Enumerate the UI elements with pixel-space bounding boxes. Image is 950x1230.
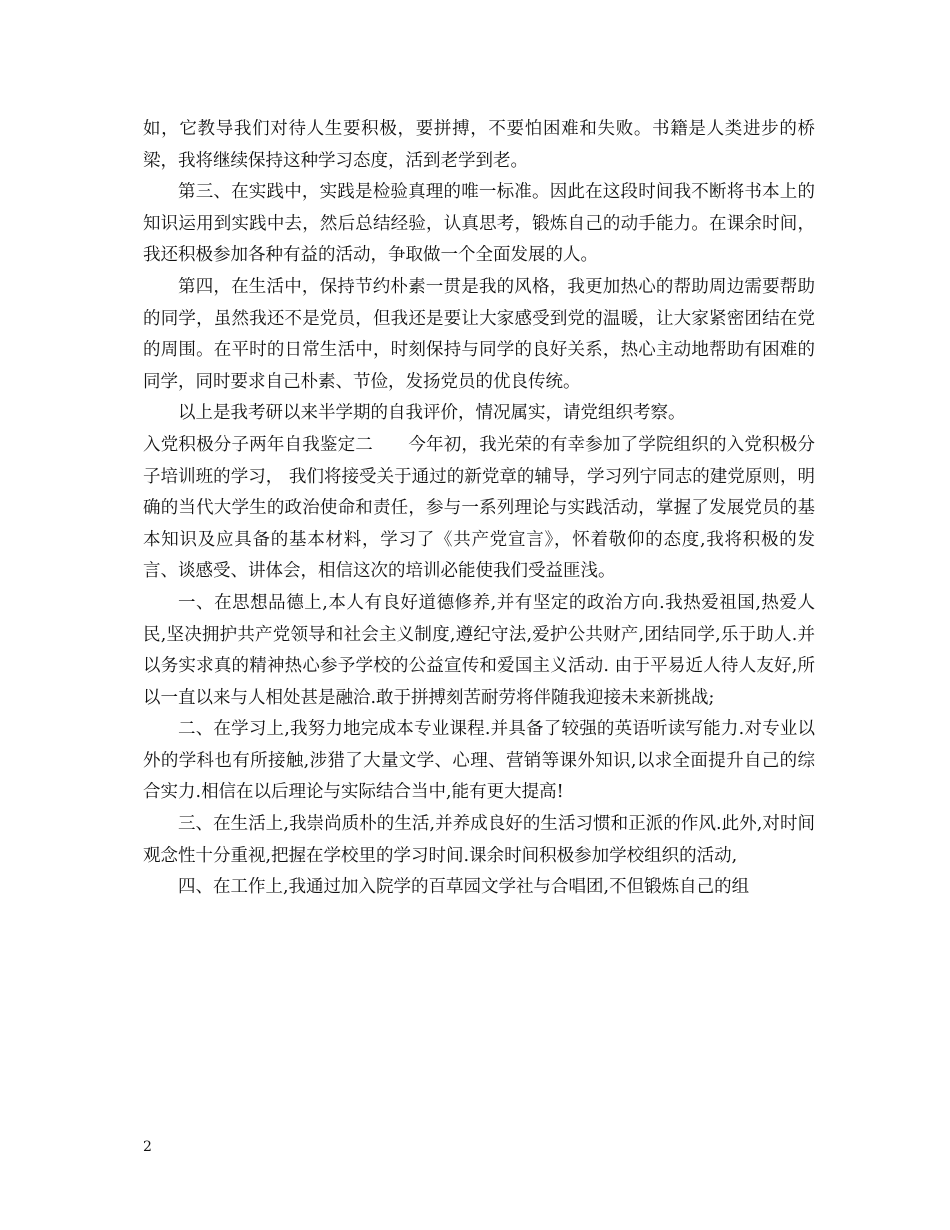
paragraph: 如，它教导我们对待人生要积极，要拼搏，不要怕困难和失败。书籍是人类进步的桥梁，我将继续保持这种学习态度，活到老学到老。 [143,119,815,171]
document-body [143,114,815,904]
paragraph: 第三、在实践中，实践是检验真理的唯一标准。因此在这段时间我不断将书本上的知识运用到实践中去，然后总结经验，认真思考，锻炼自己的动手能力。在课余时间，我还积极参加各种有益的活动，争取做一个全面发展的人。 [143,182,815,266]
paragraph: 第四，在生活中，保持节约朴素一贯是我的风格，我更加热心的帮助周边需要帮助的同学，虽然我还不是党员，但我还是要让大家感受到党的温暖，让大家紧密团结在党的周围。在平时的日常生活中，时刻保持与同学的良好关系，热心主动地帮助有困难的同学，同时要求自己朴素、节俭，发扬党员的优良传统。 [143,276,815,392]
section-heading-paragraph: 入党积极分子两年自我鉴定二 今年初，我光荣的有幸参加了学院组织的入党积极分子培训班的学习， 我们将接受关于通过的新党章的辅导，学习列宁同志的建党原则，明确的当代大学生的政治使命和责任，参与一系列理论与实践活动，掌握了发展党员的基本知识及应具备的基本材料，学习了《共产党宣言》，怀着敬仰的态度,我将积极的发言、谈感受、讲体会，相信这次的培训必能使我们受益匪浅。 [143,434,815,582]
paragraph: 二、在学习上,我努力地完成本专业课程.并具备了较强的英语听读写能力.对专业以外的学科也有所接触,涉猎了大量文学、心理、营销等课外知识,以求全面提升自己的综合实力.相信在以后理论与实际结合当中,能有更大提高! [143,719,815,803]
paragraph: 一、在思想品德上,本人有良好道德修养,并有坚定的政治方向.我热爱祖国,热爱人民,坚决拥护共产党领导和社会主义制度,遵纪守法,爱护公共财产,团结同学,乐于助人.并以务实求真的精神热心参予学校的公益宣传和爱国主义活动. 由于平易近人待人友好,所以一直以来与人相处甚是融洽.敢于拼搏刻苦耐劳将伴随我迎接未来新挑战; [143,592,815,708]
page-number: 2 [143,1139,152,1155]
paragraph: 四、在工作上,我通过加入院学的百草园文学社与合唱团,不但锻炼自己的组 [178,877,750,898]
paragraph: 三、在生活上,我崇尚质朴的生活,并养成良好的生活习惯和正派的作风.此外,对时间观念性十分重视,把握在学校里的学习时间.课余时间积极参加学校组织的活动, [143,814,815,866]
paragraph: 以上是我考研以来半学期的自我评价，情况属实，请党组织考察。 [178,403,686,424]
